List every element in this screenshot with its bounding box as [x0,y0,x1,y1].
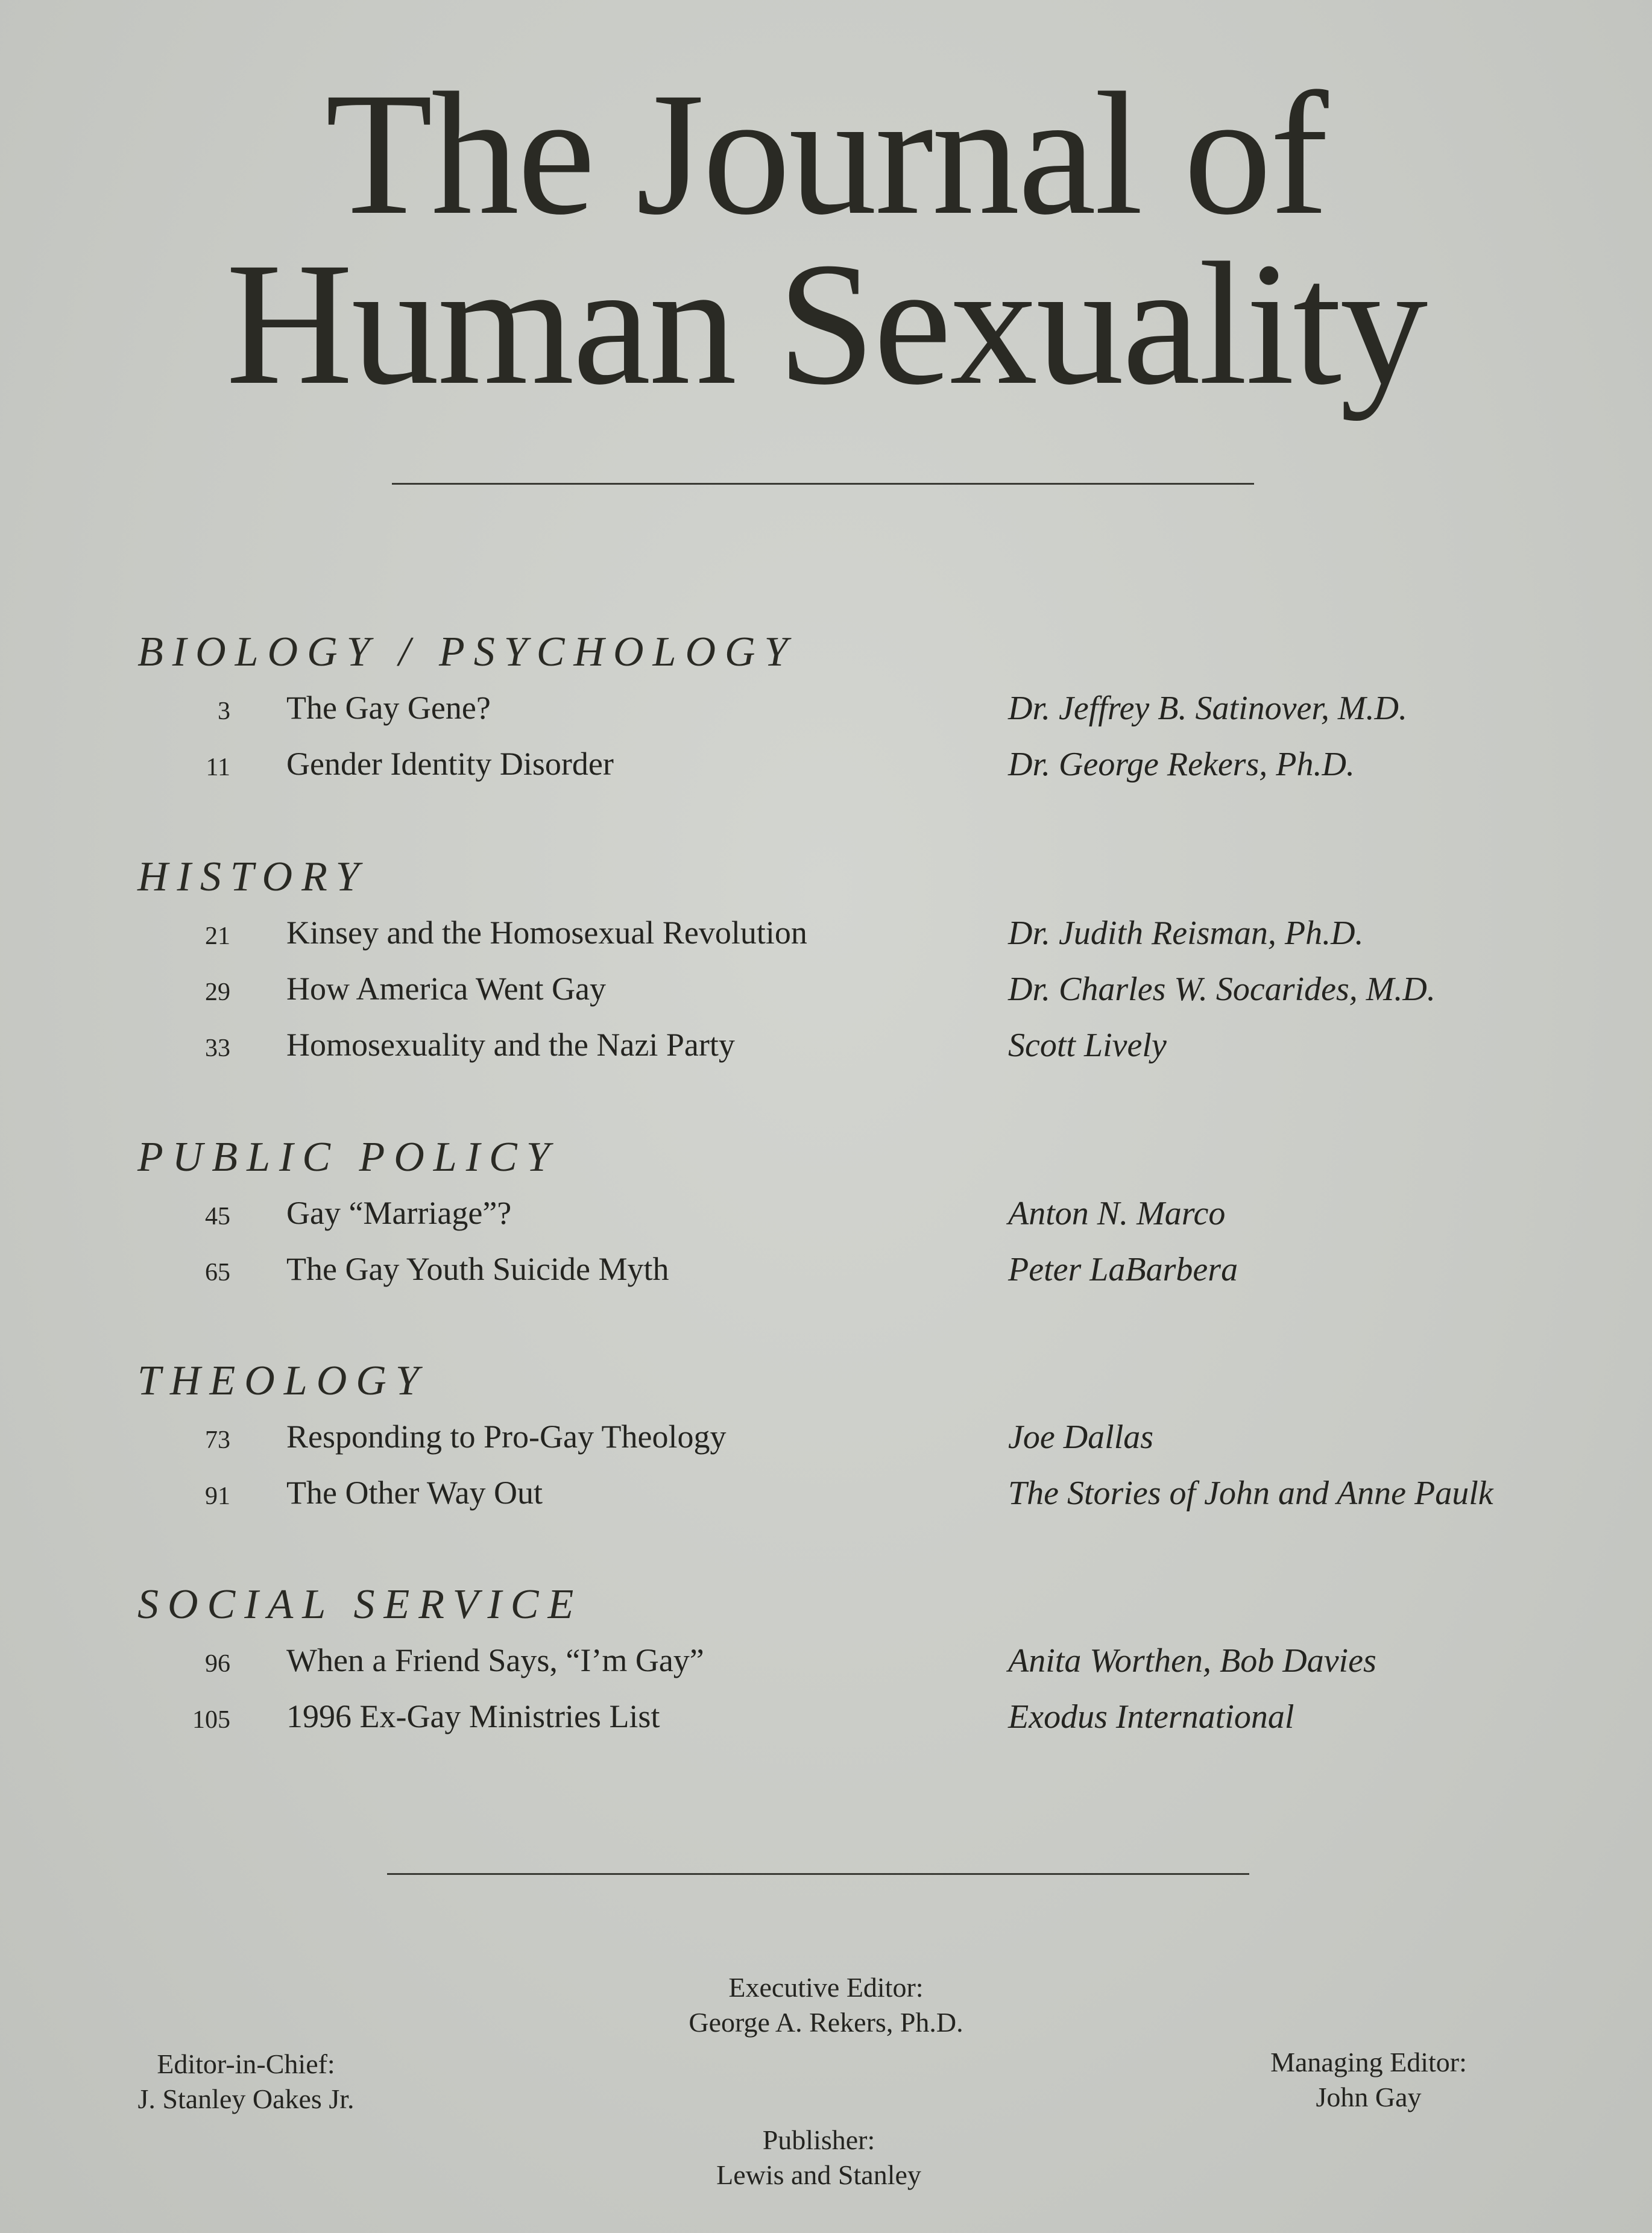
toc-article-author: Anita Worthen, Bob Davies [1008,1642,1376,1680]
toc-entry[interactable] [0,1253,1652,1295]
toc-article-title: The Gay Gene? [286,690,491,726]
toc-entry[interactable] [0,972,1652,1015]
toc-page-number: 33 [205,1035,230,1062]
publisher-name: Lewis and Stanley [716,2159,921,2190]
toc-article-author: Dr. Charles W. Socarides, M.D. [1008,971,1436,1008]
publisher-credit [638,2123,1000,2192]
toc-entry[interactable] [0,1644,1652,1686]
toc-page-number: 3 [218,698,230,725]
toc-article-author: Dr. Judith Reisman, Ph.D. [1008,915,1364,952]
toc-article-title: How America Went Gay [286,971,607,1007]
toc-article-author: Dr. Jeffrey B. Satinover, M.D. [1008,690,1407,727]
toc-page-number: 105 [192,1706,230,1734]
managing-editor-role: Managing Editor: [1270,2047,1467,2077]
toc-article-title: Kinsey and the Homosexual Revolution [286,915,807,951]
managing-editor-credit [1218,2045,1519,2114]
toc-article-title: Gay “Marriage”? [286,1195,512,1231]
toc-article-author: Exodus International [1008,1698,1294,1736]
executive-editor-credit [645,1970,1007,2039]
toc-page-number: 73 [205,1426,230,1454]
toc-page-number: 11 [206,754,230,781]
toc-page-number: 96 [205,1650,230,1678]
editor-in-chief-credit [101,2047,391,2116]
toc-article-author: The Stories of John and Anne Paulk [1008,1475,1493,1512]
editor-in-chief-role: Editor-in-Chief: [157,2049,335,2079]
toc-article-title: The Other Way Out [286,1475,543,1511]
toc-article-title: Gender Identity Disorder [286,746,614,782]
executive-editor-role: Executive Editor: [728,1972,924,2003]
toc-entry[interactable] [0,691,1652,734]
toc-page-number: 45 [205,1203,230,1230]
toc-article-title: 1996 Ex-Gay Ministries List [286,1698,660,1734]
toc-entry[interactable] [0,1420,1652,1463]
toc-page-number: 29 [205,978,230,1006]
bottom-divider [387,1873,1249,1875]
section-heading-social-service: SOCIAL SERVICE [137,1581,583,1628]
toc-article-author: Scott Lively [1008,1027,1167,1064]
journal-title-line-1: The Journal of [325,57,1327,251]
section-heading-biology-psychology: BIOLOGY / PSYCHOLOGY [137,629,797,675]
toc-article-title: Responding to Pro-Gay Theology [286,1419,727,1455]
toc-article-author: Anton N. Marco [1008,1195,1226,1232]
toc-entry[interactable] [0,1197,1652,1239]
toc-article-author: Joe Dallas [1008,1419,1154,1456]
toc-entry[interactable] [0,1700,1652,1742]
toc-page-number: 91 [205,1482,230,1510]
editor-in-chief-name: J. Stanley Oakes Jr. [137,2083,355,2114]
toc-entry[interactable] [0,748,1652,790]
section-heading-theology: THEOLOGY [137,1358,428,1404]
executive-editor-name: George A. Rekers, Ph.D. [689,2006,963,2038]
publisher-role: Publisher: [762,2124,875,2155]
managing-editor-name: John Gay [1316,2081,1422,2112]
toc-entry[interactable] [0,1028,1652,1071]
toc-article-title: When a Friend Says, “I’m Gay” [286,1642,704,1678]
toc-entry[interactable] [0,916,1652,959]
section-heading-history: HISTORY [137,854,368,900]
toc-page-number: 65 [205,1259,230,1287]
toc-article-title: The Gay Youth Suicide Myth [286,1251,669,1287]
journal-title-line-2: Human Sexuality [225,227,1427,421]
section-heading-public-policy: PUBLIC POLICY [137,1134,559,1180]
top-divider [392,483,1254,485]
toc-page-number: 21 [205,922,230,950]
toc-article-author: Peter LaBarbera [1008,1251,1238,1288]
toc-entry[interactable] [0,1476,1652,1519]
toc-article-author: Dr. George Rekers, Ph.D. [1008,746,1355,783]
toc-article-title: Homosexuality and the Nazi Party [286,1027,735,1063]
